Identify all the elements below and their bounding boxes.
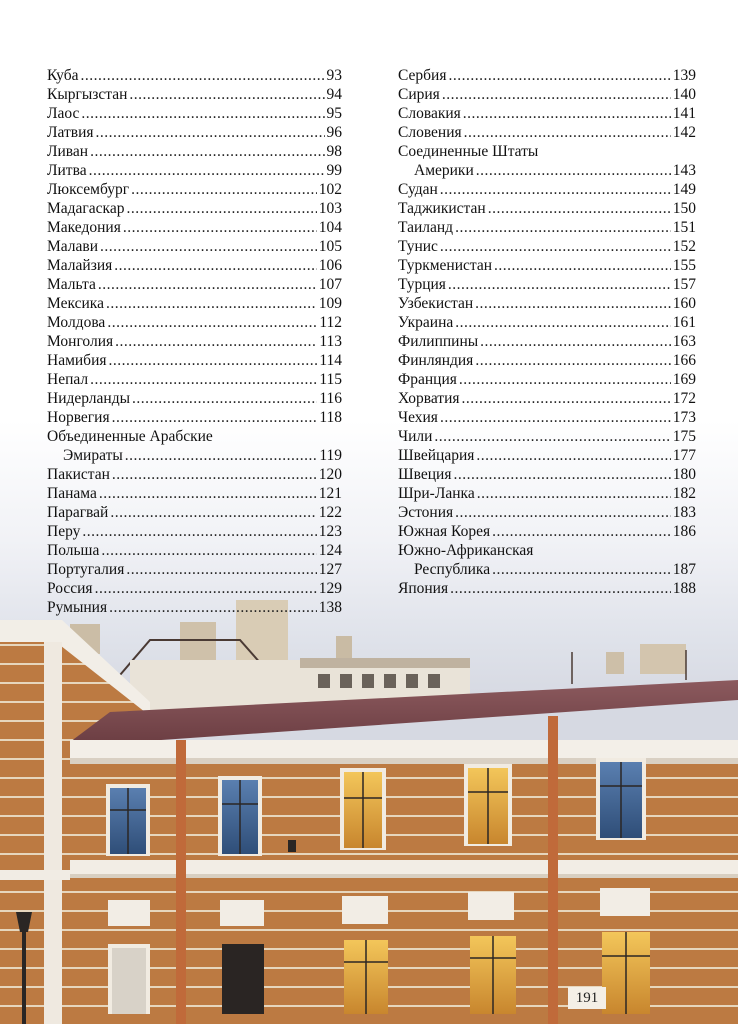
entry-page-number: 105 bbox=[318, 238, 342, 255]
index-entry bbox=[398, 104, 696, 123]
dot-leader bbox=[123, 218, 317, 237]
entry-page-number: 124 bbox=[318, 542, 342, 559]
entry-page-number: 138 bbox=[318, 599, 342, 616]
entry-country-name: Объединенные Арабские bbox=[47, 428, 213, 445]
dot-leader bbox=[450, 579, 671, 598]
entry-page-number: 104 bbox=[318, 219, 342, 236]
index-entry bbox=[47, 446, 342, 465]
entry-country-name: Япония bbox=[398, 580, 449, 597]
dot-leader bbox=[106, 294, 317, 313]
index-entry bbox=[47, 66, 342, 85]
dot-leader bbox=[440, 180, 671, 199]
index-entry bbox=[47, 85, 342, 104]
entry-country-name: Словения bbox=[398, 124, 462, 141]
entry-page-number: 94 bbox=[326, 86, 342, 103]
entry-country-name: Франция bbox=[398, 371, 457, 388]
dot-leader bbox=[125, 446, 318, 465]
dot-leader bbox=[494, 256, 671, 275]
entry-country-name: Швейцария bbox=[398, 447, 475, 464]
dot-leader bbox=[90, 370, 317, 389]
index-entry bbox=[47, 541, 342, 560]
entry-page-number: 143 bbox=[672, 162, 696, 179]
entry-page-number: 140 bbox=[672, 86, 696, 103]
entry-country-name: Мадагаскар bbox=[47, 200, 125, 217]
entry-country-name: Панама bbox=[47, 485, 97, 502]
entry-page-number: 121 bbox=[318, 485, 342, 502]
entry-country-name: Сербия bbox=[398, 67, 447, 84]
entry-country-name: Россия bbox=[47, 580, 93, 597]
entry-country-name: Хорватия bbox=[398, 390, 460, 407]
entry-page-number: 119 bbox=[319, 447, 342, 464]
entry-page-number: 109 bbox=[318, 295, 342, 312]
dot-leader bbox=[82, 522, 316, 541]
entry-country-name: Словакия bbox=[398, 105, 461, 122]
index-entry bbox=[398, 85, 696, 104]
entry-country-name: Южно-Африканская bbox=[398, 542, 534, 559]
dot-leader bbox=[131, 180, 317, 199]
index-entry bbox=[398, 446, 696, 465]
entry-country-name: Чехия bbox=[398, 409, 438, 426]
index-entry bbox=[398, 465, 696, 484]
entry-country-name: Молдова bbox=[47, 314, 106, 331]
dot-leader bbox=[129, 85, 324, 104]
entry-country-name: Македония bbox=[47, 219, 121, 236]
entry-page-number: 169 bbox=[672, 371, 696, 388]
dot-leader bbox=[95, 579, 317, 598]
dot-leader bbox=[448, 66, 670, 85]
entry-page-number: 166 bbox=[672, 352, 696, 369]
entry-country-name: Ливан bbox=[47, 143, 89, 160]
entry-country-name: Туркменистан bbox=[398, 257, 493, 274]
dot-leader bbox=[455, 313, 671, 332]
index-entry bbox=[47, 256, 342, 275]
dot-leader bbox=[488, 199, 671, 218]
dot-leader bbox=[115, 332, 317, 351]
entry-page-number: 99 bbox=[326, 162, 342, 179]
entry-page-number: 103 bbox=[318, 200, 342, 217]
dot-leader bbox=[462, 389, 671, 408]
entry-page-number: 129 bbox=[318, 580, 342, 597]
index-entry bbox=[47, 123, 342, 142]
entry-country-name: Украина bbox=[398, 314, 454, 331]
index-entry bbox=[398, 560, 696, 579]
index-entry bbox=[47, 598, 342, 617]
index-entry bbox=[398, 389, 696, 408]
dot-leader bbox=[114, 256, 316, 275]
entry-country-name: Непал bbox=[47, 371, 89, 388]
entry-country-name: Америки bbox=[414, 162, 474, 179]
dot-leader bbox=[132, 389, 317, 408]
index-entry bbox=[398, 541, 696, 560]
index-entry bbox=[398, 123, 696, 142]
dot-leader bbox=[440, 408, 671, 427]
entry-country-name: Сирия bbox=[398, 86, 440, 103]
entry-page-number: 152 bbox=[672, 238, 696, 255]
entry-country-name: Перу bbox=[47, 523, 81, 540]
entry-page-number: 113 bbox=[319, 333, 342, 350]
index-entry bbox=[398, 256, 696, 275]
dot-leader bbox=[100, 237, 317, 256]
dot-leader bbox=[99, 484, 317, 503]
index-entry bbox=[47, 218, 342, 237]
index-entry bbox=[398, 161, 696, 180]
index-entry bbox=[47, 104, 342, 123]
index-entry bbox=[47, 180, 342, 199]
dot-leader bbox=[96, 123, 325, 142]
dot-leader bbox=[475, 294, 671, 313]
entry-country-name: Швеция bbox=[398, 466, 452, 483]
entry-country-name: Тунис bbox=[398, 238, 438, 255]
entry-country-name: Куба bbox=[47, 67, 79, 84]
dot-leader bbox=[98, 275, 317, 294]
index-entry bbox=[398, 142, 696, 161]
dot-leader bbox=[440, 237, 671, 256]
entry-page-number: 141 bbox=[672, 105, 696, 122]
entry-country-name: Шри-Ланка bbox=[398, 485, 475, 502]
entry-country-name: Кыргызстан bbox=[47, 86, 128, 103]
entry-page-number: 183 bbox=[672, 504, 696, 521]
entry-page-number: 114 bbox=[319, 352, 342, 369]
index-entry bbox=[398, 351, 696, 370]
index-entry bbox=[398, 313, 696, 332]
index-entry bbox=[398, 294, 696, 313]
entry-page-number: 107 bbox=[318, 276, 342, 293]
entry-page-number: 188 bbox=[672, 580, 696, 597]
entry-country-name: Люксембург bbox=[47, 181, 130, 198]
index-entry bbox=[47, 560, 342, 579]
dot-leader bbox=[448, 275, 671, 294]
entry-country-name: Турция bbox=[398, 276, 446, 293]
entry-page-number: 98 bbox=[326, 143, 342, 160]
entry-country-name: Латвия bbox=[47, 124, 94, 141]
entry-page-number: 122 bbox=[318, 504, 342, 521]
entry-country-name: Таджикистан bbox=[398, 200, 486, 217]
entry-country-name: Финляндия bbox=[398, 352, 474, 369]
entry-page-number: 163 bbox=[672, 333, 696, 350]
entry-country-name: Эстония bbox=[398, 504, 454, 521]
entry-country-name: Соединенные Штаты bbox=[398, 143, 539, 160]
index-entry bbox=[47, 161, 342, 180]
entry-page-number: 95 bbox=[326, 105, 342, 122]
index-entry bbox=[398, 484, 696, 503]
entry-country-name: Республика bbox=[414, 561, 491, 578]
dot-leader bbox=[434, 427, 670, 446]
entry-page-number: 93 bbox=[326, 67, 342, 84]
entry-country-name: Норвегия bbox=[47, 409, 110, 426]
entry-country-name: Чили bbox=[398, 428, 433, 445]
entry-page-number: 118 bbox=[319, 409, 342, 426]
index-entry bbox=[47, 332, 342, 351]
entry-country-name: Малави bbox=[47, 238, 99, 255]
index-entry bbox=[398, 332, 696, 351]
index-entry bbox=[47, 408, 342, 427]
entry-page-number: 186 bbox=[672, 523, 696, 540]
dot-leader bbox=[80, 66, 324, 85]
index-entry bbox=[47, 351, 342, 370]
index-column-right bbox=[398, 66, 696, 598]
entry-country-name: Румыния bbox=[47, 599, 108, 616]
dot-leader bbox=[459, 370, 671, 389]
entry-page-number: 175 bbox=[672, 428, 696, 445]
index-entry bbox=[398, 180, 696, 199]
entry-page-number: 106 bbox=[318, 257, 342, 274]
entry-country-name: Филиппины bbox=[398, 333, 479, 350]
page-number: 191 bbox=[568, 987, 606, 1009]
dot-leader bbox=[492, 522, 671, 541]
entry-country-name: Польша bbox=[47, 542, 100, 559]
dot-leader bbox=[455, 218, 671, 237]
dot-leader bbox=[107, 313, 317, 332]
entry-page-number: 112 bbox=[319, 314, 342, 331]
entry-page-number: 150 bbox=[672, 200, 696, 217]
entry-country-name: Узбекистан bbox=[398, 295, 474, 312]
dot-leader bbox=[492, 560, 671, 579]
index-entry bbox=[47, 427, 342, 446]
index-entry bbox=[47, 313, 342, 332]
index-entry bbox=[398, 218, 696, 237]
index-entry bbox=[398, 427, 696, 446]
dot-leader bbox=[81, 104, 324, 123]
dot-leader bbox=[480, 332, 671, 351]
entry-country-name: Малайзия bbox=[47, 257, 113, 274]
entry-page-number: 102 bbox=[318, 181, 342, 198]
entry-country-name: Мальта bbox=[47, 276, 96, 293]
entry-page-number: 161 bbox=[672, 314, 696, 331]
entry-page-number: 116 bbox=[319, 390, 342, 407]
entry-page-number: 172 bbox=[672, 390, 696, 407]
dot-leader bbox=[101, 541, 316, 560]
entry-country-name: Литва bbox=[47, 162, 87, 179]
entry-country-name: Монголия bbox=[47, 333, 114, 350]
entry-page-number: 177 bbox=[672, 447, 696, 464]
dot-leader bbox=[477, 484, 671, 503]
index-entry bbox=[47, 142, 342, 161]
entry-page-number: 127 bbox=[318, 561, 342, 578]
entry-country-name: Португалия bbox=[47, 561, 125, 578]
dot-leader bbox=[453, 465, 670, 484]
entry-page-number: 155 bbox=[672, 257, 696, 274]
index-entry bbox=[47, 199, 342, 218]
entry-page-number: 187 bbox=[672, 561, 696, 578]
index-entry bbox=[398, 579, 696, 598]
dot-leader bbox=[455, 503, 671, 522]
dot-leader bbox=[90, 142, 324, 161]
entry-page-number: 123 bbox=[318, 523, 342, 540]
entry-country-name: Эмираты bbox=[63, 447, 123, 464]
entry-country-name: Парагвай bbox=[47, 504, 109, 521]
entry-page-number: 180 bbox=[672, 466, 696, 483]
dot-leader bbox=[463, 104, 671, 123]
index-entry bbox=[398, 66, 696, 85]
entry-country-name: Пакистан bbox=[47, 466, 110, 483]
index-entry bbox=[398, 408, 696, 427]
entry-country-name: Мексика bbox=[47, 295, 104, 312]
entry-page-number: 160 bbox=[672, 295, 696, 312]
index-entry bbox=[47, 522, 342, 541]
dot-leader bbox=[112, 465, 317, 484]
index-entry bbox=[47, 579, 342, 598]
index-entry bbox=[47, 275, 342, 294]
entry-country-name: Лаос bbox=[47, 105, 80, 122]
entry-country-name: Судан bbox=[398, 181, 438, 198]
dot-leader bbox=[89, 161, 325, 180]
entry-page-number: 115 bbox=[319, 371, 342, 388]
index-entry bbox=[398, 503, 696, 522]
entry-page-number: 120 bbox=[318, 466, 342, 483]
dot-leader bbox=[475, 351, 670, 370]
index-entry bbox=[47, 237, 342, 256]
index-entry bbox=[47, 389, 342, 408]
entry-page-number: 139 bbox=[672, 67, 696, 84]
entry-page-number: 96 bbox=[326, 124, 342, 141]
entry-country-name: Нидерланды bbox=[47, 390, 131, 407]
entry-country-name: Намибия bbox=[47, 352, 107, 369]
dot-leader bbox=[442, 85, 671, 104]
entry-page-number: 142 bbox=[672, 124, 696, 141]
index-entry bbox=[398, 275, 696, 294]
entry-page-number: 151 bbox=[672, 219, 696, 236]
index-entry bbox=[398, 370, 696, 389]
dot-leader bbox=[109, 351, 318, 370]
entry-page-number: 173 bbox=[672, 409, 696, 426]
entry-page-number: 182 bbox=[672, 485, 696, 502]
entry-page-number: 149 bbox=[672, 181, 696, 198]
dot-leader bbox=[476, 446, 670, 465]
entry-page-number: 157 bbox=[672, 276, 696, 293]
dot-leader bbox=[109, 598, 317, 617]
dot-leader bbox=[476, 161, 671, 180]
dot-leader bbox=[126, 199, 316, 218]
index-entry bbox=[47, 294, 342, 313]
entry-country-name: Южная Корея bbox=[398, 523, 491, 540]
index-column-left bbox=[47, 66, 342, 617]
index-entry bbox=[47, 484, 342, 503]
dot-leader bbox=[126, 560, 316, 579]
dot-leader bbox=[112, 408, 318, 427]
entry-country-name: Таиланд bbox=[398, 219, 454, 236]
index-entry bbox=[398, 522, 696, 541]
index-entry bbox=[47, 503, 342, 522]
dot-leader bbox=[464, 123, 671, 142]
dot-leader bbox=[110, 503, 316, 522]
index-entry bbox=[398, 237, 696, 256]
index-entry bbox=[398, 199, 696, 218]
index-entry bbox=[47, 370, 342, 389]
index-entry bbox=[47, 465, 342, 484]
